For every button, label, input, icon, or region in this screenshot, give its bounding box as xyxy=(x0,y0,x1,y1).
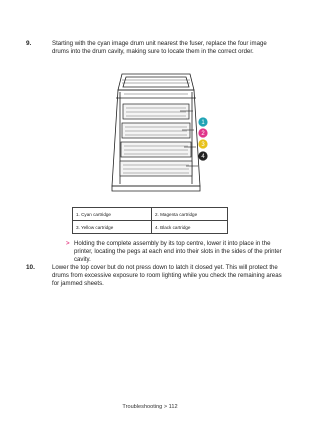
table-row xyxy=(73,208,228,221)
step-number: 9. xyxy=(26,40,32,47)
drum-cartridge xyxy=(123,104,193,119)
callout-2 xyxy=(198,128,207,137)
page-footer: Troubleshooting > 112 xyxy=(122,404,178,410)
drum-cartridge xyxy=(122,123,194,138)
callout-2-label: 2 xyxy=(201,131,205,138)
table-cell: 3. Yellow cartridge xyxy=(73,221,152,234)
step-10 xyxy=(26,264,284,289)
callout-3 xyxy=(198,139,207,148)
drum-cartridges xyxy=(120,104,198,176)
callout-4 xyxy=(198,151,207,160)
cartridge-table xyxy=(72,207,228,234)
printer-drawing xyxy=(96,68,216,192)
callout-1 xyxy=(198,117,207,126)
step-text: Starting with the cyan image drum unit nearest the fuser, replace the four image drums into the drum cavity, making sure to locate them in the correct order. xyxy=(52,40,267,56)
substep xyxy=(66,240,284,265)
table-cell: 4. Black cartridge xyxy=(152,221,228,234)
callout-1-label: 1 xyxy=(201,120,205,127)
drum-cartridge xyxy=(121,142,196,157)
callout-3-label: 3 xyxy=(201,142,205,149)
step-number: 10. xyxy=(26,264,35,271)
substep-marker: > xyxy=(66,240,70,247)
table-cell: 2. Magenta cartridge xyxy=(152,208,228,221)
step-9 xyxy=(26,40,284,56)
table-row xyxy=(73,221,228,234)
printer-drum-illustration xyxy=(96,68,216,192)
callout-4-label: 4 xyxy=(201,154,205,161)
drum-cartridge xyxy=(120,161,198,176)
substep-text: Holding the complete assembly by its top centre, lower it into place in the printer, locating the pegs at each end into their slots in the sides of the printer cavity. xyxy=(74,240,282,264)
table-cell: 1. Cyan cartridge xyxy=(73,208,152,221)
step-text: Lower the top cover but do not press down to latch it closed yet. This will protect the drums from excessive exposure to room lighting while you check the remaining areas for jammed sheets. xyxy=(52,264,282,288)
